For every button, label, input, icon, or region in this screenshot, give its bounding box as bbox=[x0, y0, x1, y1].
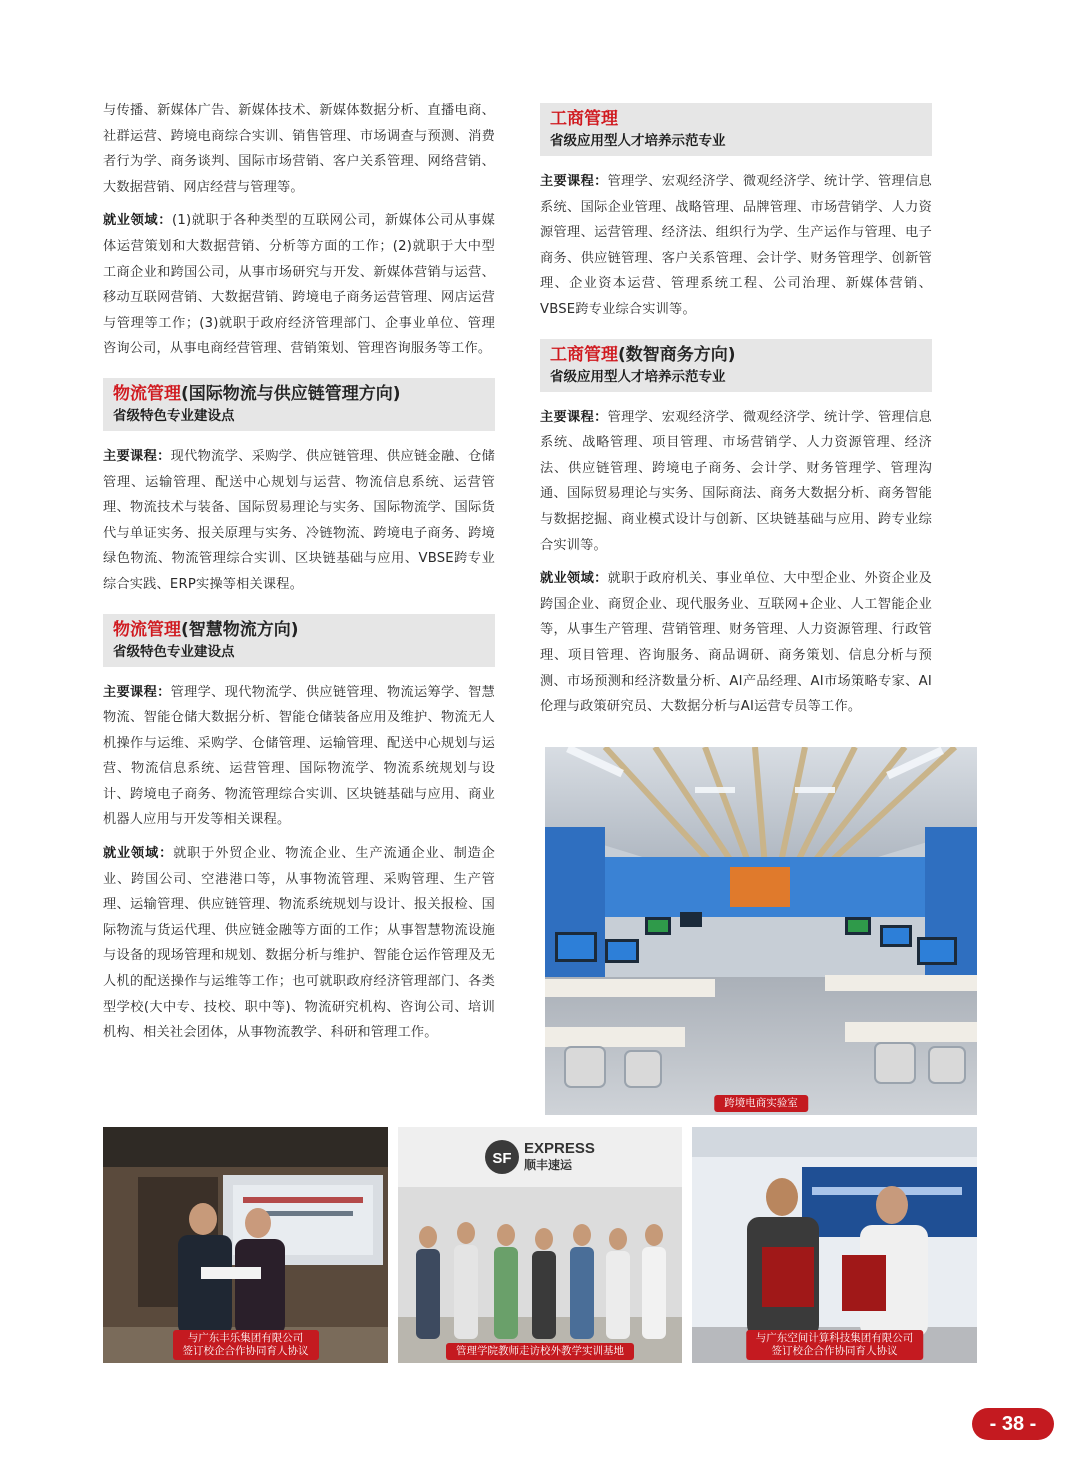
section-subtitle: 省级应用型人才培养示范专业 bbox=[550, 368, 726, 385]
section-title: 物流管理(智慧物流方向) bbox=[113, 619, 299, 640]
computer-lab-illustration bbox=[545, 747, 977, 1115]
photo1-caption: 与广东丰乐集团有限公司 签订校企合作协同育人协议 bbox=[173, 1330, 319, 1360]
signing-ceremony-illustration bbox=[103, 1127, 388, 1363]
section-heading-logistics-intl bbox=[103, 378, 495, 431]
section-heading-business-digital bbox=[540, 339, 932, 392]
right-column bbox=[540, 103, 932, 728]
section-subtitle: 省级特色专业建设点 bbox=[113, 643, 235, 660]
svg-text:SF: SF bbox=[492, 1150, 512, 1167]
photo3-caption: 与广东空间计算科技集团有限公司 签订校企合作协同育人协议 bbox=[746, 1330, 924, 1360]
lab-photo bbox=[545, 747, 977, 1115]
courses-paragraph-business-digital: 主要课程：管理学、宏观经济学、微观经济学、统计学、管理信息系统、战略管理、项目管理、市场营销学、人力资源管理、经济法、供应链管理、跨境电子商务、会计学、财务管理学、管理沟通、国际贸易理论与实务、国际商法、商务大数据分析、商务智能与数据挖掘、商业模式设计与创新、区块链基础与应用、跨专业综合实训等。 bbox=[540, 409, 932, 553]
section-heading-business-admin bbox=[540, 103, 932, 156]
lab-caption: 跨境电商实验室 bbox=[714, 1095, 808, 1112]
express-sign bbox=[524, 1141, 595, 1173]
photo2-caption: 管理学院教师走访校外教学实训基地 bbox=[446, 1343, 634, 1360]
left-column bbox=[103, 98, 495, 1054]
courses-paragraph-logistics-intl: 主要课程：现代物流学、采购学、供应链管理、供应链金融、仓储管理、运输管理、配送中心规划与运营、物流信息系统、运营管理、物流技术与装备、国际贸易理论与实务、国际物流学、国际货代与单证实务、报关原理与实务、冷链物流、跨境电子商务、跨境绿色物流、物流管理综合实训、区块链基础与应用、VBSE跨专业综合实践、ERP实操等相关课程。 bbox=[103, 448, 495, 592]
courses-paragraph-logistics-smart: 主要课程：管理学、现代物流学、供应链管理、物流运筹学、智慧物流、智能仓储大数据分析、智能仓储装备应用及维护、物流无人机操作与运维、采购学、仓储管理、运输管理、配送中心规划与运营、物流信息系统、运营管理、国际物流学、物流系统规划与设计、跨境电子商务、物流管理综合实训、区块链基础与应用、商业机器人应用与开发等相关课程。 bbox=[103, 684, 495, 828]
page-number-badge: - 38 - bbox=[972, 1408, 1054, 1440]
section-heading-logistics-smart bbox=[103, 614, 495, 667]
signing-photo-2 bbox=[692, 1127, 977, 1363]
section-title: 工商管理(数智商务方向) bbox=[550, 344, 736, 365]
section-title: 工商管理 bbox=[550, 109, 618, 129]
group-visit-photo bbox=[398, 1127, 682, 1363]
employment-paragraph-ecommerce: 就业领域：(1)就职于各种类型的互联网公司，新媒体公司从事媒体运营策划和大数据营销、分析等方面的工作；(2)就职于大中型工商企业和跨国公司，从事市场研究与开发、新媒体营销与运营、移动互联网营销、大数据营销、跨境电子商务运营管理、网店运营与管理等工作；(3)就职于政府经济管理部门、企事业单位、管理咨询公司，从事电商经营管理、营销策划、管理咨询服务等工作。 bbox=[103, 213, 496, 357]
employment-paragraph-business-digital: 就业领域：就职于政府机关、事业单位、大中型企业、外资企业及跨国企业、商贸企业、现代服务业、互联网+企业、人工智能企业等，从事生产管理、营销管理、财务管理、人力资源管理、行政管理、项目管理、咨询服务、商品调研、商务策划、信息分析与预测、市场预测和经济数量分析、AI产品经理、AI市场策略专家、AI伦理与政策研究员、大数据分析与AI运营专员等工作。 bbox=[540, 571, 932, 715]
section-subtitle: 省级应用型人才培养示范专业 bbox=[550, 133, 726, 149]
express-sign-cn: 顺丰速运 bbox=[524, 1158, 573, 1172]
section-subtitle: 省级特色专业建设点 bbox=[113, 407, 235, 424]
signing-photo-1 bbox=[103, 1127, 388, 1363]
express-sign-en: EXPRESS bbox=[524, 1140, 595, 1157]
signing-handshake-illustration bbox=[692, 1127, 977, 1363]
section-title: 物流管理(国际物流与供应链管理方向) bbox=[113, 383, 401, 404]
intro-paragraph: 与传播、新媒体广告、新媒体技术、新媒体数据分析、直播电商、社群运营、跨境电商综合实训、销售管理、市场调查与预测、消费者行为学、商务谈判、国际市场营销、客户关系管理、网络营销、大数据营销、网店经营与管理等。 bbox=[103, 103, 495, 195]
employment-paragraph-logistics-smart: 就业领域：就职于外贸企业、物流企业、生产流通企业、制造企业、跨国公司、空港港口等，从事物流管理、采购管理、生产管理、运输管理、供应链管理、物流系统规划与设计、报关报检、国际物流与货运代理、供应链金融等方面的工作；从事智慧物流设施与设备的现场管理和规划、数据分析与维护、智能仓运作管理及无人机的配送操作与运维等工作；也可就职政府经济管理部门、各类型学校(大中专、技校、职中等)、物流研究机构、咨询公司、培训机构、相关社会团体，从事物流教学、科研和管理工作。 bbox=[103, 846, 496, 1041]
courses-paragraph-business-admin: 主要课程：管理学、宏观经济学、微观经济学、统计学、管理信息系统、国际企业管理、战略管理、品牌管理、市场营销学、人力资源管理、运营管理、经济法、组织行为学、生产运作与管理、电子商务、供应链管理、客户关系管理、会计学、财务管理学、创新管理、企业资本运营、管理系统工程、公司治理、新媒体营销、VBSE跨专业综合实训等。 bbox=[540, 174, 932, 317]
